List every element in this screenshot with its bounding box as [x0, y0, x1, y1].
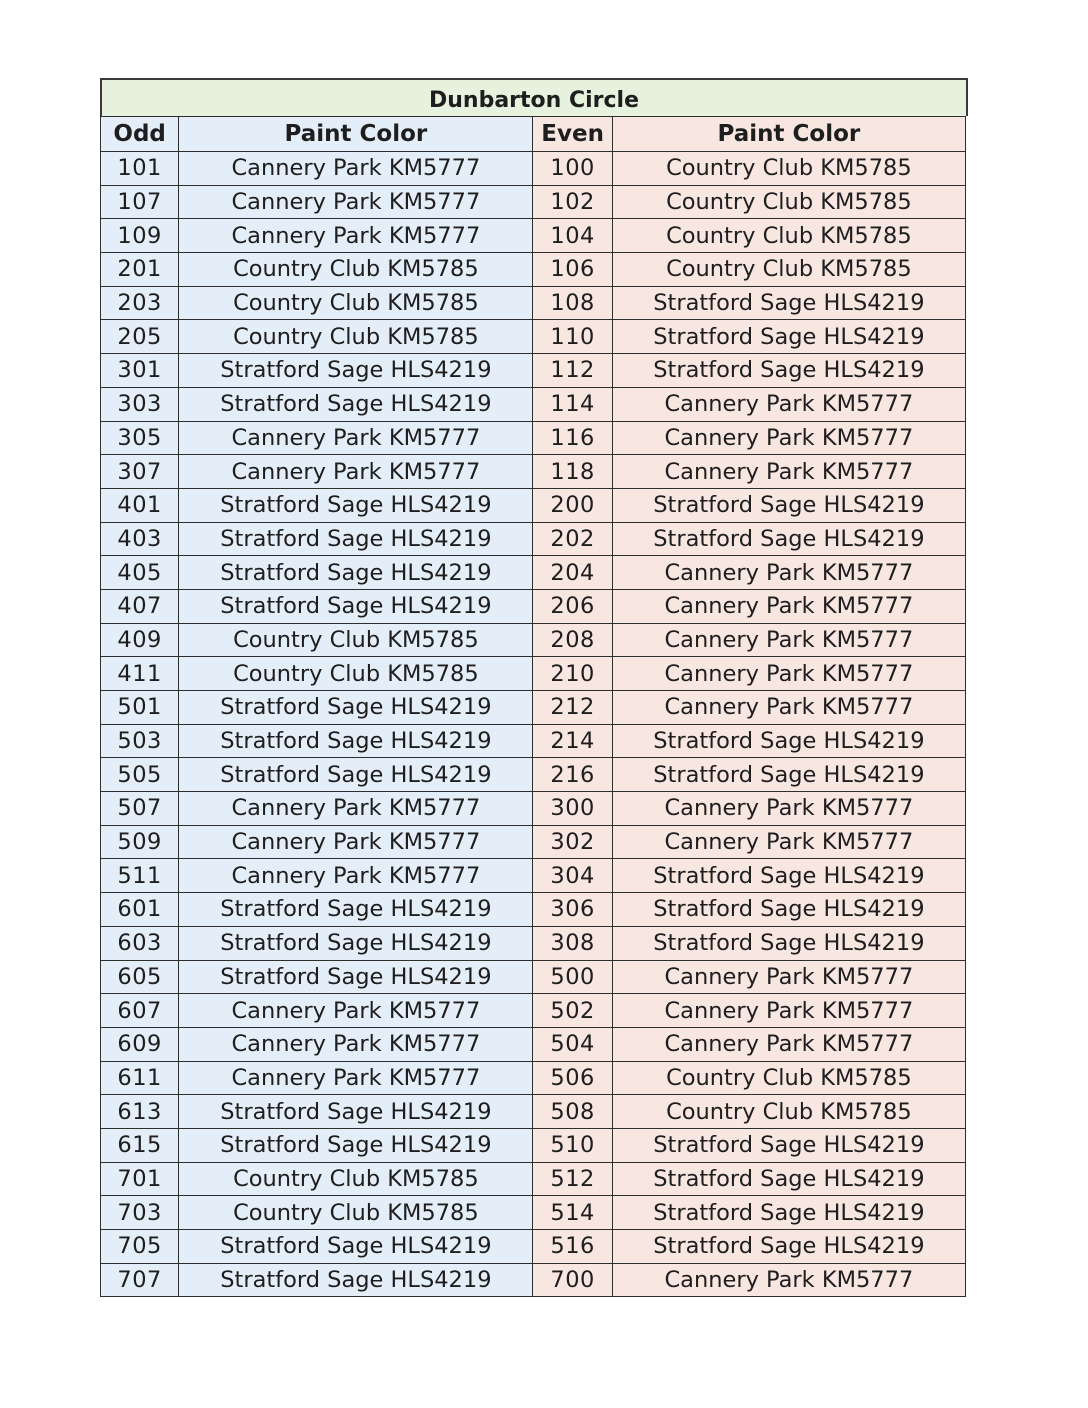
odd-paint-color-cell: Stratford Sage HLS4219 — [179, 556, 533, 590]
even-address-cell: 504 — [533, 1027, 612, 1061]
odd-paint-color-cell: Country Club KM5785 — [179, 1196, 533, 1230]
even-address-cell: 204 — [533, 556, 612, 590]
odd-paint-color-cell: Stratford Sage HLS4219 — [179, 1095, 533, 1129]
even-address-cell: 212 — [533, 691, 612, 725]
table-row — [101, 859, 966, 893]
table-row — [101, 387, 966, 421]
odd-address-cell: 407 — [101, 589, 179, 623]
even-paint-color-cell: Country Club KM5785 — [612, 185, 965, 219]
even-address-cell: 510 — [533, 1128, 612, 1162]
even-paint-color-cell: Cannery Park KM5777 — [612, 792, 965, 826]
odd-paint-color-cell: Country Club KM5785 — [179, 286, 533, 320]
header-even-paint-color: Paint Color — [612, 117, 965, 152]
odd-address-cell: 305 — [101, 421, 179, 455]
even-address-cell: 202 — [533, 522, 612, 556]
table-row — [101, 1061, 966, 1095]
header-row — [101, 117, 966, 152]
odd-paint-color-cell: Cannery Park KM5777 — [179, 421, 533, 455]
paint-color-sheet — [100, 78, 968, 1297]
odd-address-cell: 409 — [101, 623, 179, 657]
odd-paint-color-cell: Stratford Sage HLS4219 — [179, 926, 533, 960]
even-paint-color-cell: Country Club KM5785 — [612, 1095, 965, 1129]
even-paint-color-cell: Stratford Sage HLS4219 — [612, 926, 965, 960]
odd-address-cell: 101 — [101, 152, 179, 186]
odd-paint-color-cell: Cannery Park KM5777 — [179, 859, 533, 893]
table-row — [101, 623, 966, 657]
odd-address-cell: 411 — [101, 657, 179, 691]
odd-paint-color-cell: Cannery Park KM5777 — [179, 219, 533, 253]
odd-paint-color-cell: Country Club KM5785 — [179, 657, 533, 691]
even-address-cell: 302 — [533, 825, 612, 859]
odd-paint-color-cell: Stratford Sage HLS4219 — [179, 488, 533, 522]
even-address-cell: 300 — [533, 792, 612, 826]
even-address-cell: 512 — [533, 1162, 612, 1196]
odd-paint-color-cell: Stratford Sage HLS4219 — [179, 589, 533, 623]
odd-address-cell: 501 — [101, 691, 179, 725]
even-address-cell: 214 — [533, 724, 612, 758]
odd-paint-color-cell: Stratford Sage HLS4219 — [179, 1230, 533, 1264]
odd-address-cell: 701 — [101, 1162, 179, 1196]
even-paint-color-cell: Stratford Sage HLS4219 — [612, 724, 965, 758]
table-row — [101, 1027, 966, 1061]
even-paint-color-cell: Stratford Sage HLS4219 — [612, 893, 965, 927]
table-row — [101, 893, 966, 927]
even-paint-color-cell: Country Club KM5785 — [612, 1061, 965, 1095]
table-row — [101, 758, 966, 792]
even-address-cell: 200 — [533, 488, 612, 522]
odd-address-cell: 405 — [101, 556, 179, 590]
odd-address-cell: 611 — [101, 1061, 179, 1095]
table-row — [101, 691, 966, 725]
even-address-cell: 506 — [533, 1061, 612, 1095]
table-row — [101, 724, 966, 758]
odd-address-cell: 303 — [101, 387, 179, 421]
header-even: Even — [533, 117, 612, 152]
odd-address-cell: 109 — [101, 219, 179, 253]
odd-address-cell: 403 — [101, 522, 179, 556]
even-paint-color-cell: Cannery Park KM5777 — [612, 825, 965, 859]
table-row — [101, 1128, 966, 1162]
even-paint-color-cell: Cannery Park KM5777 — [612, 589, 965, 623]
even-paint-color-cell: Stratford Sage HLS4219 — [612, 1128, 965, 1162]
even-paint-color-cell: Stratford Sage HLS4219 — [612, 522, 965, 556]
even-address-cell: 516 — [533, 1230, 612, 1264]
even-paint-color-cell: Stratford Sage HLS4219 — [612, 1230, 965, 1264]
even-paint-color-cell: Country Club KM5785 — [612, 253, 965, 287]
even-address-cell: 106 — [533, 253, 612, 287]
even-paint-color-cell: Cannery Park KM5777 — [612, 623, 965, 657]
table-row — [101, 1230, 966, 1264]
table-row — [101, 253, 966, 287]
odd-address-cell: 613 — [101, 1095, 179, 1129]
even-paint-color-cell: Country Club KM5785 — [612, 152, 965, 186]
even-paint-color-cell: Cannery Park KM5777 — [612, 421, 965, 455]
odd-paint-color-cell: Cannery Park KM5777 — [179, 994, 533, 1028]
even-paint-color-cell: Stratford Sage HLS4219 — [612, 354, 965, 388]
even-address-cell: 514 — [533, 1196, 612, 1230]
odd-paint-color-cell: Cannery Park KM5777 — [179, 1027, 533, 1061]
even-address-cell: 112 — [533, 354, 612, 388]
paint-color-table — [100, 116, 966, 1297]
odd-paint-color-cell: Stratford Sage HLS4219 — [179, 724, 533, 758]
table-row — [101, 455, 966, 489]
odd-paint-color-cell: Country Club KM5785 — [179, 253, 533, 287]
odd-paint-color-cell: Cannery Park KM5777 — [179, 825, 533, 859]
even-paint-color-cell: Stratford Sage HLS4219 — [612, 859, 965, 893]
even-paint-color-cell: Cannery Park KM5777 — [612, 556, 965, 590]
even-address-cell: 304 — [533, 859, 612, 893]
table-row — [101, 792, 966, 826]
odd-paint-color-cell: Stratford Sage HLS4219 — [179, 893, 533, 927]
even-address-cell: 210 — [533, 657, 612, 691]
even-address-cell: 104 — [533, 219, 612, 253]
header-odd-paint-color: Paint Color — [179, 117, 533, 152]
table-row — [101, 994, 966, 1028]
sheet-title: Dunbarton Circle — [100, 78, 968, 116]
even-address-cell: 100 — [533, 152, 612, 186]
even-paint-color-cell: Country Club KM5785 — [612, 219, 965, 253]
odd-address-cell: 603 — [101, 926, 179, 960]
odd-paint-color-cell: Country Club KM5785 — [179, 623, 533, 657]
odd-address-cell: 107 — [101, 185, 179, 219]
odd-address-cell: 203 — [101, 286, 179, 320]
odd-paint-color-cell: Stratford Sage HLS4219 — [179, 691, 533, 725]
even-address-cell: 508 — [533, 1095, 612, 1129]
table-row — [101, 960, 966, 994]
odd-address-cell: 615 — [101, 1128, 179, 1162]
table-row — [101, 185, 966, 219]
table-row — [101, 522, 966, 556]
odd-paint-color-cell: Cannery Park KM5777 — [179, 152, 533, 186]
table-row — [101, 1263, 966, 1297]
even-paint-color-cell: Stratford Sage HLS4219 — [612, 758, 965, 792]
table-row — [101, 589, 966, 623]
table-row — [101, 488, 966, 522]
odd-paint-color-cell: Stratford Sage HLS4219 — [179, 1263, 533, 1297]
odd-paint-color-cell: Stratford Sage HLS4219 — [179, 1128, 533, 1162]
odd-address-cell: 605 — [101, 960, 179, 994]
table-row — [101, 1196, 966, 1230]
even-address-cell: 500 — [533, 960, 612, 994]
table-row — [101, 286, 966, 320]
odd-paint-color-cell: Stratford Sage HLS4219 — [179, 758, 533, 792]
even-paint-color-cell: Stratford Sage HLS4219 — [612, 286, 965, 320]
table-row — [101, 825, 966, 859]
table-row — [101, 926, 966, 960]
even-paint-color-cell: Cannery Park KM5777 — [612, 1027, 965, 1061]
odd-address-cell: 705 — [101, 1230, 179, 1264]
odd-paint-color-cell: Stratford Sage HLS4219 — [179, 960, 533, 994]
table-row — [101, 556, 966, 590]
table-row — [101, 152, 966, 186]
header-odd: Odd — [101, 117, 179, 152]
odd-paint-color-cell: Stratford Sage HLS4219 — [179, 522, 533, 556]
odd-address-cell: 205 — [101, 320, 179, 354]
odd-address-cell: 707 — [101, 1263, 179, 1297]
even-address-cell: 102 — [533, 185, 612, 219]
odd-address-cell: 511 — [101, 859, 179, 893]
even-address-cell: 208 — [533, 623, 612, 657]
even-address-cell: 216 — [533, 758, 612, 792]
even-address-cell: 116 — [533, 421, 612, 455]
odd-address-cell: 503 — [101, 724, 179, 758]
odd-paint-color-cell: Stratford Sage HLS4219 — [179, 354, 533, 388]
even-paint-color-cell: Stratford Sage HLS4219 — [612, 1162, 965, 1196]
table-row — [101, 1162, 966, 1196]
odd-address-cell: 507 — [101, 792, 179, 826]
even-address-cell: 118 — [533, 455, 612, 489]
table-row — [101, 320, 966, 354]
odd-address-cell: 601 — [101, 893, 179, 927]
even-address-cell: 108 — [533, 286, 612, 320]
even-address-cell: 306 — [533, 893, 612, 927]
even-paint-color-cell: Cannery Park KM5777 — [612, 387, 965, 421]
even-address-cell: 308 — [533, 926, 612, 960]
odd-paint-color-cell: Country Club KM5785 — [179, 1162, 533, 1196]
even-address-cell: 114 — [533, 387, 612, 421]
odd-paint-color-cell: Cannery Park KM5777 — [179, 455, 533, 489]
odd-address-cell: 509 — [101, 825, 179, 859]
odd-paint-color-cell: Stratford Sage HLS4219 — [179, 387, 533, 421]
even-address-cell: 110 — [533, 320, 612, 354]
table-body — [101, 152, 966, 1297]
odd-address-cell: 609 — [101, 1027, 179, 1061]
table-row — [101, 657, 966, 691]
table-row — [101, 1095, 966, 1129]
even-paint-color-cell: Cannery Park KM5777 — [612, 1263, 965, 1297]
odd-address-cell: 505 — [101, 758, 179, 792]
odd-address-cell: 703 — [101, 1196, 179, 1230]
even-paint-color-cell: Cannery Park KM5777 — [612, 657, 965, 691]
odd-address-cell: 401 — [101, 488, 179, 522]
odd-paint-color-cell: Country Club KM5785 — [179, 320, 533, 354]
odd-address-cell: 201 — [101, 253, 179, 287]
odd-paint-color-cell: Cannery Park KM5777 — [179, 185, 533, 219]
table-row — [101, 354, 966, 388]
even-address-cell: 700 — [533, 1263, 612, 1297]
even-paint-color-cell: Stratford Sage HLS4219 — [612, 320, 965, 354]
even-paint-color-cell: Cannery Park KM5777 — [612, 691, 965, 725]
even-address-cell: 502 — [533, 994, 612, 1028]
even-paint-color-cell: Stratford Sage HLS4219 — [612, 1196, 965, 1230]
odd-address-cell: 607 — [101, 994, 179, 1028]
table-row — [101, 421, 966, 455]
odd-address-cell: 301 — [101, 354, 179, 388]
even-paint-color-cell: Cannery Park KM5777 — [612, 960, 965, 994]
table-row — [101, 219, 966, 253]
even-address-cell: 206 — [533, 589, 612, 623]
even-paint-color-cell: Stratford Sage HLS4219 — [612, 488, 965, 522]
odd-paint-color-cell: Cannery Park KM5777 — [179, 792, 533, 826]
odd-address-cell: 307 — [101, 455, 179, 489]
even-paint-color-cell: Cannery Park KM5777 — [612, 994, 965, 1028]
odd-paint-color-cell: Cannery Park KM5777 — [179, 1061, 533, 1095]
even-paint-color-cell: Cannery Park KM5777 — [612, 455, 965, 489]
